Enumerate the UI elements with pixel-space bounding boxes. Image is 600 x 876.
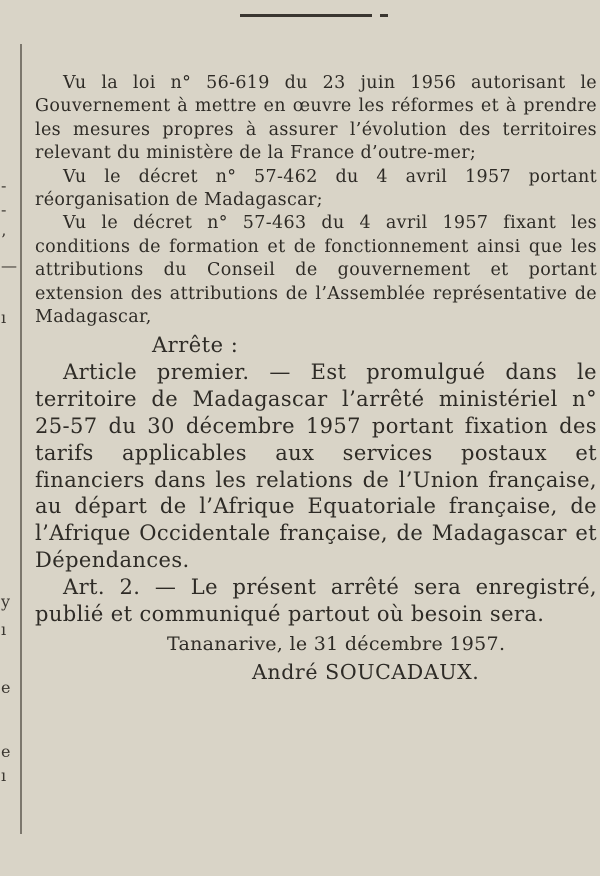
article-2: Art. 2. — Le présent arrêté sera enregistré, publié et communiqué partout où besoin sera. xyxy=(35,574,597,626)
margin-fragment: e xyxy=(1,678,11,697)
margin-fragment: — xyxy=(1,256,17,275)
place-and-date: Tananarive, le 31 décembre 1957. xyxy=(167,633,506,656)
margin-fragment: ı xyxy=(1,308,7,327)
visa-decree-57-463: Vu le décret n° 57-463 du 4 avril 1957 fixant les conditions de formation et de fonctionnement ainsi que les attributions du Conseil de gouvernement et portant extension des attributions de l’Assemblée représentative de Madagascar, xyxy=(35,213,597,328)
margin-fragment: ’ xyxy=(1,230,7,249)
margin-fragment: - xyxy=(1,176,7,195)
top-separator-rule xyxy=(240,14,372,17)
left-column-edge-fragments xyxy=(0,0,17,876)
visa-decree-57-462: Vu le décret n° 57-462 du 4 avril 1957 portant réorganisation de Madagascar; xyxy=(35,166,597,211)
column-rule xyxy=(20,44,22,834)
margin-fragment: ı xyxy=(1,620,7,639)
margin-fragment: - xyxy=(1,200,7,219)
margin-fragment: ı xyxy=(1,766,7,785)
visa-law-56-619: Vu la loi n° 56-619 du 23 juin 1956 autorisant le Gouvernement à mettre en œuvre les réformes et à prendre les mesures propres à assurer l’évolution des territoires relevant du ministère de la France d’outre-mer; xyxy=(35,73,597,164)
article-1: Article premier. — Est promulgué dans le territoire de Madagascar l’arrêté ministériel n° 25-57 du 30 décembre 1957 portant fixation des tarifs applicables aux services postaux et financiers dans les relations de l’Union française, au départ de l’Afrique Equatoriale française, de l’Afrique Occidentale française, de Madagascar et Dépendances. xyxy=(35,360,597,573)
signatory: André SOUCADAUX. xyxy=(252,660,480,685)
top-separator-dash xyxy=(380,14,388,17)
arrete-heading: Arrête : xyxy=(152,333,239,358)
margin-fragment: e xyxy=(1,742,11,761)
margin-fragment: y xyxy=(1,592,11,611)
decree-text xyxy=(35,72,597,686)
